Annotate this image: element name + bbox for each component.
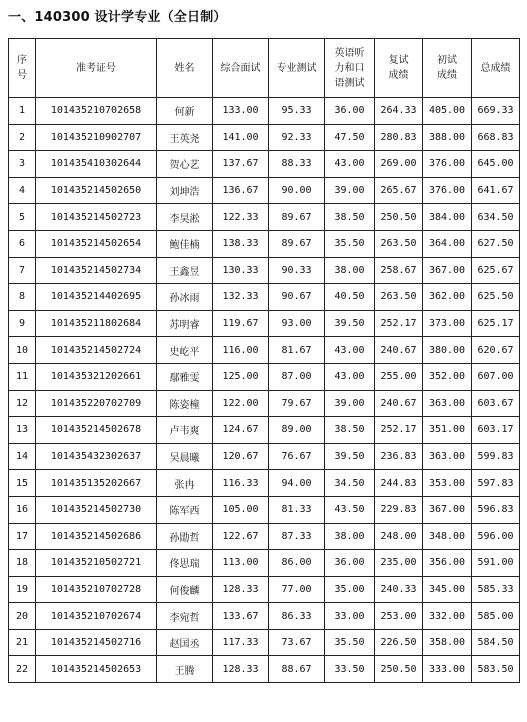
col-english-cell: 38.00	[325, 257, 375, 284]
col-total-cell: 591.00	[472, 550, 520, 577]
table-row	[9, 337, 520, 364]
table-row	[9, 363, 520, 390]
col-professional-cell: 94.00	[269, 470, 325, 497]
table-row	[9, 523, 520, 550]
col-total-cell: 585.00	[472, 603, 520, 630]
col-name-cell: 王鑫昱	[157, 257, 213, 284]
col-professional-cell: 81.67	[269, 337, 325, 364]
col-english-cell: 39.00	[325, 177, 375, 204]
col-total-cell: 620.67	[472, 337, 520, 364]
col-name-cell: 卢韦爽	[157, 417, 213, 444]
header-text: 专业测试	[276, 62, 317, 74]
col-interview-cell: 122.67	[213, 523, 269, 550]
table-row	[9, 390, 520, 417]
col-interview-cell: 105.00	[213, 496, 269, 523]
col-interview-cell: 133.00	[213, 98, 269, 125]
col-interview-cell: 132.33	[213, 284, 269, 311]
col-interview-cell: 116.00	[213, 337, 269, 364]
table-body	[9, 98, 520, 683]
col-initial-header	[423, 39, 472, 98]
header-text: 成绩	[437, 70, 457, 81]
col-seq-cell: 17	[9, 523, 36, 550]
col-exam-id-cell: 101435214502716	[36, 629, 157, 656]
col-name-cell: 李宛哲	[157, 603, 213, 630]
table-row	[9, 496, 520, 523]
col-seq-cell: 5	[9, 204, 36, 231]
col-initial-cell: 333.00	[423, 656, 472, 683]
col-professional-cell: 86.33	[269, 603, 325, 630]
col-english-cell: 38.50	[325, 204, 375, 231]
col-exam-id-cell: 101435210702674	[36, 603, 157, 630]
col-retest-cell: 280.83	[375, 124, 423, 151]
col-interview-cell: 125.00	[213, 363, 269, 390]
table-row	[9, 443, 520, 470]
col-professional-cell: 76.67	[269, 443, 325, 470]
col-name-cell: 何俊麟	[157, 576, 213, 603]
col-name-cell: 李昊淞	[157, 204, 213, 231]
col-english-cell: 35.00	[325, 576, 375, 603]
col-exam-id-cell: 101435214502650	[36, 177, 157, 204]
col-seq-cell: 14	[9, 443, 36, 470]
section-heading: 一、140300 设计学专业（全日制）	[8, 10, 227, 25]
col-professional-cell: 87.00	[269, 363, 325, 390]
col-total-cell: 634.50	[472, 204, 520, 231]
col-seq-cell: 10	[9, 337, 36, 364]
col-english-cell: 40.50	[325, 284, 375, 311]
table-row	[9, 576, 520, 603]
table-row	[9, 257, 520, 284]
table-row	[9, 656, 520, 683]
col-interview-cell: 119.67	[213, 310, 269, 337]
col-seq-cell: 21	[9, 629, 36, 656]
col-retest-cell: 240.67	[375, 390, 423, 417]
col-interview-cell: 128.33	[213, 656, 269, 683]
score-table	[8, 38, 520, 683]
table-row	[9, 98, 520, 125]
col-seq-cell: 8	[9, 284, 36, 311]
col-retest-cell: 255.00	[375, 363, 423, 390]
col-exam-id-cell: 101435220702709	[36, 390, 157, 417]
col-professional-cell: 81.33	[269, 496, 325, 523]
col-initial-cell: 376.00	[423, 151, 472, 178]
col-seq-cell: 4	[9, 177, 36, 204]
header-text: 语测试	[334, 77, 365, 89]
col-name-cell: 陈军西	[157, 496, 213, 523]
col-interview-cell: 128.33	[213, 576, 269, 603]
header-text: 复试	[388, 55, 409, 66]
col-retest-cell: 263.50	[375, 284, 423, 311]
table-row	[9, 204, 520, 231]
col-retest-cell: 226.50	[375, 629, 423, 656]
col-english-cell: 39.50	[325, 310, 375, 337]
col-interview-cell: 116.33	[213, 470, 269, 497]
col-exam-id-cell: 101435214502724	[36, 337, 157, 364]
col-total-cell: 597.83	[472, 470, 520, 497]
col-name-cell: 孙冰雨	[157, 284, 213, 311]
col-english-cell: 33.50	[325, 656, 375, 683]
col-initial-cell: 376.00	[423, 177, 472, 204]
col-retest-cell: 253.00	[375, 603, 423, 630]
table-row	[9, 124, 520, 151]
col-exam-id-header	[36, 39, 157, 98]
col-interview-header	[213, 39, 269, 98]
col-name-cell: 苏明睿	[157, 310, 213, 337]
col-name-cell: 王腾	[157, 656, 213, 683]
col-exam-id-cell: 101435210902707	[36, 124, 157, 151]
table-row	[9, 151, 520, 178]
col-interview-cell: 138.33	[213, 230, 269, 257]
col-total-cell: 583.50	[472, 656, 520, 683]
col-initial-cell: 405.00	[423, 98, 472, 125]
col-retest-cell: 264.33	[375, 98, 423, 125]
table-row	[9, 284, 520, 311]
header-row	[9, 39, 520, 98]
col-seq-cell: 12	[9, 390, 36, 417]
col-total-cell: 584.50	[472, 629, 520, 656]
col-exam-id-cell: 101435214502734	[36, 257, 157, 284]
header-text: 总成绩	[480, 62, 511, 74]
col-total-cell: 625.67	[472, 257, 520, 284]
col-exam-id-cell: 101435210702658	[36, 98, 157, 125]
col-exam-id-cell: 101435214502730	[36, 496, 157, 523]
header-text: 初试	[437, 55, 457, 66]
col-seq-cell: 19	[9, 576, 36, 603]
col-name-cell: 陈姿橦	[157, 390, 213, 417]
col-seq-cell: 6	[9, 230, 36, 257]
col-english-cell: 33.00	[325, 603, 375, 630]
col-seq-cell: 3	[9, 151, 36, 178]
col-seq-cell: 7	[9, 257, 36, 284]
col-total-header	[472, 39, 520, 98]
col-total-cell: 625.50	[472, 284, 520, 311]
col-exam-id-cell: 101435432302637	[36, 443, 157, 470]
col-initial-cell: 363.00	[423, 443, 472, 470]
col-initial-cell: 380.00	[423, 337, 472, 364]
col-initial-cell: 362.00	[423, 284, 472, 311]
col-interview-cell: 130.33	[213, 257, 269, 284]
col-name-header	[157, 39, 213, 98]
col-seq-cell: 16	[9, 496, 36, 523]
col-interview-cell: 122.00	[213, 390, 269, 417]
col-seq-cell: 11	[9, 363, 36, 390]
col-name-cell: 史屹平	[157, 337, 213, 364]
col-name-cell: 佟思瑞	[157, 550, 213, 577]
col-name-cell: 赵国丞	[157, 629, 213, 656]
col-professional-cell: 79.67	[269, 390, 325, 417]
col-retest-cell: 236.83	[375, 443, 423, 470]
col-interview-cell: 117.33	[213, 629, 269, 656]
col-exam-id-cell: 101435214502654	[36, 230, 157, 257]
col-initial-cell: 351.00	[423, 417, 472, 444]
col-total-cell: 607.00	[472, 363, 520, 390]
table-row	[9, 230, 520, 257]
col-exam-id-cell: 101435135202667	[36, 470, 157, 497]
col-retest-cell: 240.67	[375, 337, 423, 364]
col-retest-cell: 252.17	[375, 417, 423, 444]
col-interview-cell: 136.67	[213, 177, 269, 204]
header-text: 序	[17, 55, 27, 66]
col-professional-cell: 89.00	[269, 417, 325, 444]
header-text: 准考证号	[76, 62, 116, 74]
col-professional-header	[269, 39, 325, 98]
col-exam-id-cell: 101435214502653	[36, 656, 157, 683]
col-professional-cell: 90.67	[269, 284, 325, 311]
col-retest-cell: 229.83	[375, 496, 423, 523]
col-english-header	[325, 39, 375, 98]
col-professional-cell: 89.67	[269, 204, 325, 231]
col-name-cell: 贺心艺	[157, 151, 213, 178]
col-retest-cell: 263.50	[375, 230, 423, 257]
col-retest-cell: 250.50	[375, 656, 423, 683]
col-initial-cell: 352.00	[423, 363, 472, 390]
col-english-cell: 38.50	[325, 417, 375, 444]
col-total-cell: 641.67	[472, 177, 520, 204]
col-total-cell: 627.50	[472, 230, 520, 257]
col-interview-cell: 137.67	[213, 151, 269, 178]
col-seq-cell: 2	[9, 124, 36, 151]
col-name-cell: 鲍佳楠	[157, 230, 213, 257]
table-row	[9, 310, 520, 337]
col-initial-cell: 384.00	[423, 204, 472, 231]
col-total-cell: 645.00	[472, 151, 520, 178]
col-initial-cell: 367.00	[423, 257, 472, 284]
col-initial-cell: 388.00	[423, 124, 472, 151]
header-text: 姓名	[174, 62, 195, 74]
header-text: 号	[17, 70, 27, 81]
col-retest-cell: 235.00	[375, 550, 423, 577]
header-text: 成绩	[388, 70, 409, 81]
col-english-cell: 35.50	[325, 629, 375, 656]
col-seq-cell: 15	[9, 470, 36, 497]
col-initial-cell: 332.00	[423, 603, 472, 630]
col-professional-cell: 87.33	[269, 523, 325, 550]
col-name-cell: 王英尧	[157, 124, 213, 151]
col-professional-cell: 95.33	[269, 98, 325, 125]
col-total-cell: 599.83	[472, 443, 520, 470]
col-seq-header	[9, 39, 36, 98]
col-name-cell: 何新	[157, 98, 213, 125]
col-exam-id-cell: 101435214502723	[36, 204, 157, 231]
col-exam-id-cell: 101435410302644	[36, 151, 157, 178]
col-exam-id-cell: 101435211802684	[36, 310, 157, 337]
col-initial-cell: 358.00	[423, 629, 472, 656]
col-english-cell: 36.00	[325, 550, 375, 577]
col-total-cell: 596.83	[472, 496, 520, 523]
col-interview-cell: 122.33	[213, 204, 269, 231]
col-english-cell: 35.50	[325, 230, 375, 257]
col-exam-id-cell: 101435214502686	[36, 523, 157, 550]
col-interview-cell: 124.67	[213, 417, 269, 444]
col-retest-cell: 269.00	[375, 151, 423, 178]
col-professional-cell: 89.67	[269, 230, 325, 257]
col-retest-cell: 244.83	[375, 470, 423, 497]
col-initial-cell: 363.00	[423, 390, 472, 417]
col-english-cell: 43.00	[325, 337, 375, 364]
col-total-cell: 669.33	[472, 98, 520, 125]
col-interview-cell: 120.67	[213, 443, 269, 470]
table-row	[9, 550, 520, 577]
col-total-cell: 603.17	[472, 417, 520, 444]
header-text: 综合面试	[220, 62, 261, 74]
col-retest-cell: 250.50	[375, 204, 423, 231]
col-retest-cell: 258.67	[375, 257, 423, 284]
col-english-cell: 43.00	[325, 151, 375, 178]
col-seq-cell: 1	[9, 98, 36, 125]
col-exam-id-cell: 101435210702728	[36, 576, 157, 603]
col-exam-id-cell: 101435210502721	[36, 550, 157, 577]
col-initial-cell: 373.00	[423, 310, 472, 337]
col-initial-cell: 345.00	[423, 576, 472, 603]
table-row	[9, 470, 520, 497]
col-professional-cell: 90.00	[269, 177, 325, 204]
table-row	[9, 629, 520, 656]
col-initial-cell: 348.00	[423, 523, 472, 550]
header-text: 英语听	[334, 47, 365, 59]
col-name-cell: 吴晨曦	[157, 443, 213, 470]
col-total-cell: 603.67	[472, 390, 520, 417]
col-retest-header	[375, 39, 423, 98]
col-professional-cell: 88.33	[269, 151, 325, 178]
col-initial-cell: 353.00	[423, 470, 472, 497]
col-professional-cell: 77.00	[269, 576, 325, 603]
col-total-cell: 625.17	[472, 310, 520, 337]
col-professional-cell: 90.33	[269, 257, 325, 284]
col-initial-cell: 364.00	[423, 230, 472, 257]
table-row	[9, 417, 520, 444]
col-total-cell: 668.83	[472, 124, 520, 151]
col-name-cell: 刘坤浩	[157, 177, 213, 204]
table-row	[9, 603, 520, 630]
col-english-cell: 34.50	[325, 470, 375, 497]
col-name-cell: 张冉	[157, 470, 213, 497]
col-initial-cell: 356.00	[423, 550, 472, 577]
col-english-cell: 47.50	[325, 124, 375, 151]
col-exam-id-cell: 101435321202661	[36, 363, 157, 390]
col-exam-id-cell: 101435214502678	[36, 417, 157, 444]
col-seq-cell: 13	[9, 417, 36, 444]
col-seq-cell: 9	[9, 310, 36, 337]
col-professional-cell: 86.00	[269, 550, 325, 577]
col-retest-cell: 240.33	[375, 576, 423, 603]
col-english-cell: 39.50	[325, 443, 375, 470]
col-name-cell: 孙勖哲	[157, 523, 213, 550]
col-english-cell: 39.00	[325, 390, 375, 417]
col-initial-cell: 367.00	[423, 496, 472, 523]
col-exam-id-cell: 101435214402695	[36, 284, 157, 311]
col-professional-cell: 88.67	[269, 656, 325, 683]
col-retest-cell: 248.00	[375, 523, 423, 550]
col-total-cell: 585.33	[472, 576, 520, 603]
col-professional-cell: 73.67	[269, 629, 325, 656]
col-name-cell: 鄢雅雯	[157, 363, 213, 390]
col-seq-cell: 18	[9, 550, 36, 577]
col-english-cell: 36.00	[325, 98, 375, 125]
header-text: 力和口	[334, 62, 365, 74]
col-interview-cell: 113.00	[213, 550, 269, 577]
col-seq-cell: 20	[9, 603, 36, 630]
table-row	[9, 177, 520, 204]
col-seq-cell: 22	[9, 656, 36, 683]
col-english-cell: 43.50	[325, 496, 375, 523]
col-english-cell: 38.00	[325, 523, 375, 550]
col-interview-cell: 141.00	[213, 124, 269, 151]
col-retest-cell: 265.67	[375, 177, 423, 204]
col-interview-cell: 133.67	[213, 603, 269, 630]
col-english-cell: 43.00	[325, 363, 375, 390]
col-professional-cell: 93.00	[269, 310, 325, 337]
col-total-cell: 596.00	[472, 523, 520, 550]
col-retest-cell: 252.17	[375, 310, 423, 337]
col-professional-cell: 92.33	[269, 124, 325, 151]
